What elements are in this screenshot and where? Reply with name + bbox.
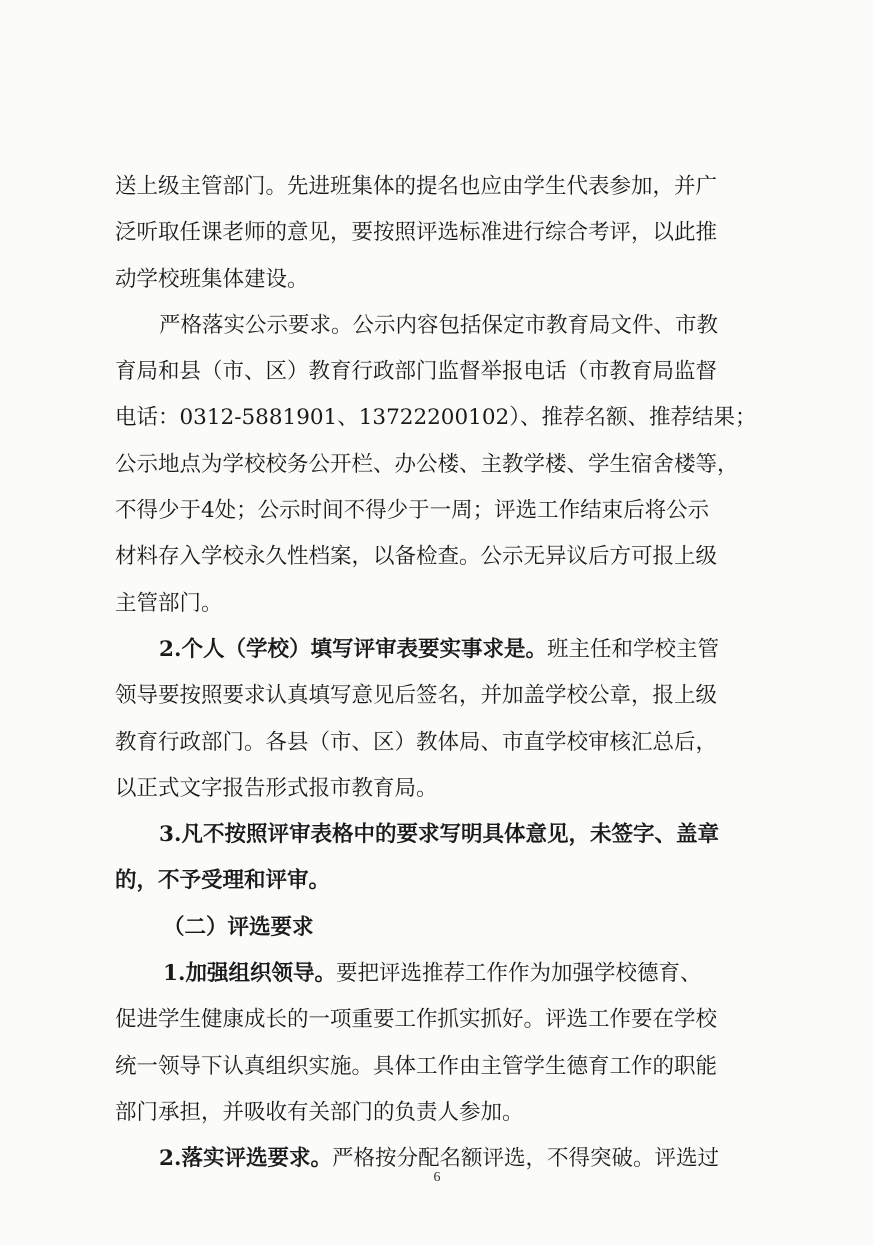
body-text <box>115 164 775 1183</box>
paragraph-line: 送上级主管部门。先进班集体的提名也应由学生代表参加，并广 <box>115 174 718 199</box>
page-number: 6 <box>433 1170 441 1185</box>
item-text: 要把评选推荐工作作为加强学校德育、 <box>335 961 702 987</box>
paragraph-line: 部门承担，并吸收有关部门的负责人参加。 <box>115 1099 524 1125</box>
paragraph-line: 动学校班集体建设。 <box>115 266 309 292</box>
paragraph-line: 严格落实公示要求。公示内容包括保定市教育局文件、市教 <box>159 312 719 338</box>
item-heading: 2.个人（学校）填写评审表要实事求是。 <box>159 636 547 662</box>
paragraph-line: 3.凡不按照评审表格中的要求写明具体意见，未签字、盖章 <box>159 822 719 848</box>
paragraph-line <box>115 627 775 673</box>
paragraph-line: 不得少于4处；公示时间不得少于一周；评选工作结束后将公示 <box>115 498 710 524</box>
item-text: 严格按分配名额评选，不得突破。评选过 <box>331 1146 719 1172</box>
paragraph-line: 领导要按照要求认真填写意见后签名，并加盖学校公章，报上级 <box>115 683 718 709</box>
paragraph-line: 统一领导下认真组织实施。具体工作由主管学生德育工作的职能 <box>115 1053 718 1079</box>
paragraph-line <box>115 951 775 997</box>
paragraph-line: 主管部门。 <box>115 590 223 616</box>
paragraph-line: 育局和县（市、区）教育行政部门监督举报电话（市教育局监督 <box>115 359 718 385</box>
paragraph-line: 公示地点为学校校务公开栏、办公楼、主教学楼、学生宿舍楼等， <box>115 451 739 477</box>
item-text: 班主任和学校主管 <box>546 636 719 662</box>
paragraph-line: 教育行政部门。各县（市、区）教体局、市直学校审核汇总后， <box>115 729 718 755</box>
paragraph-line: 以正式文字报告形式报市教育局。 <box>115 775 438 801</box>
paragraph-line: 电话：0312-5881901、13722200102）、推荐名额、推荐结果； <box>115 405 757 431</box>
paragraph-line: 的，不予受理和评审。 <box>115 868 331 894</box>
item-heading: 2.落实评选要求。 <box>159 1146 332 1172</box>
paragraph-line: 促进学生健康成长的一项重要工作抓实抓好。评选工作要在学校 <box>115 1007 718 1033</box>
paragraph-line: 材料存入学校永久性档案，以备检查。公示无异议后方可报上级 <box>115 544 718 570</box>
section-heading: （二）评选要求 <box>163 914 314 940</box>
item-heading: 1.加强组织领导。 <box>163 961 336 987</box>
paragraph-line: 泛听取任课老师的意见，要按照评选标准进行综合考评，以此推 <box>115 220 718 246</box>
